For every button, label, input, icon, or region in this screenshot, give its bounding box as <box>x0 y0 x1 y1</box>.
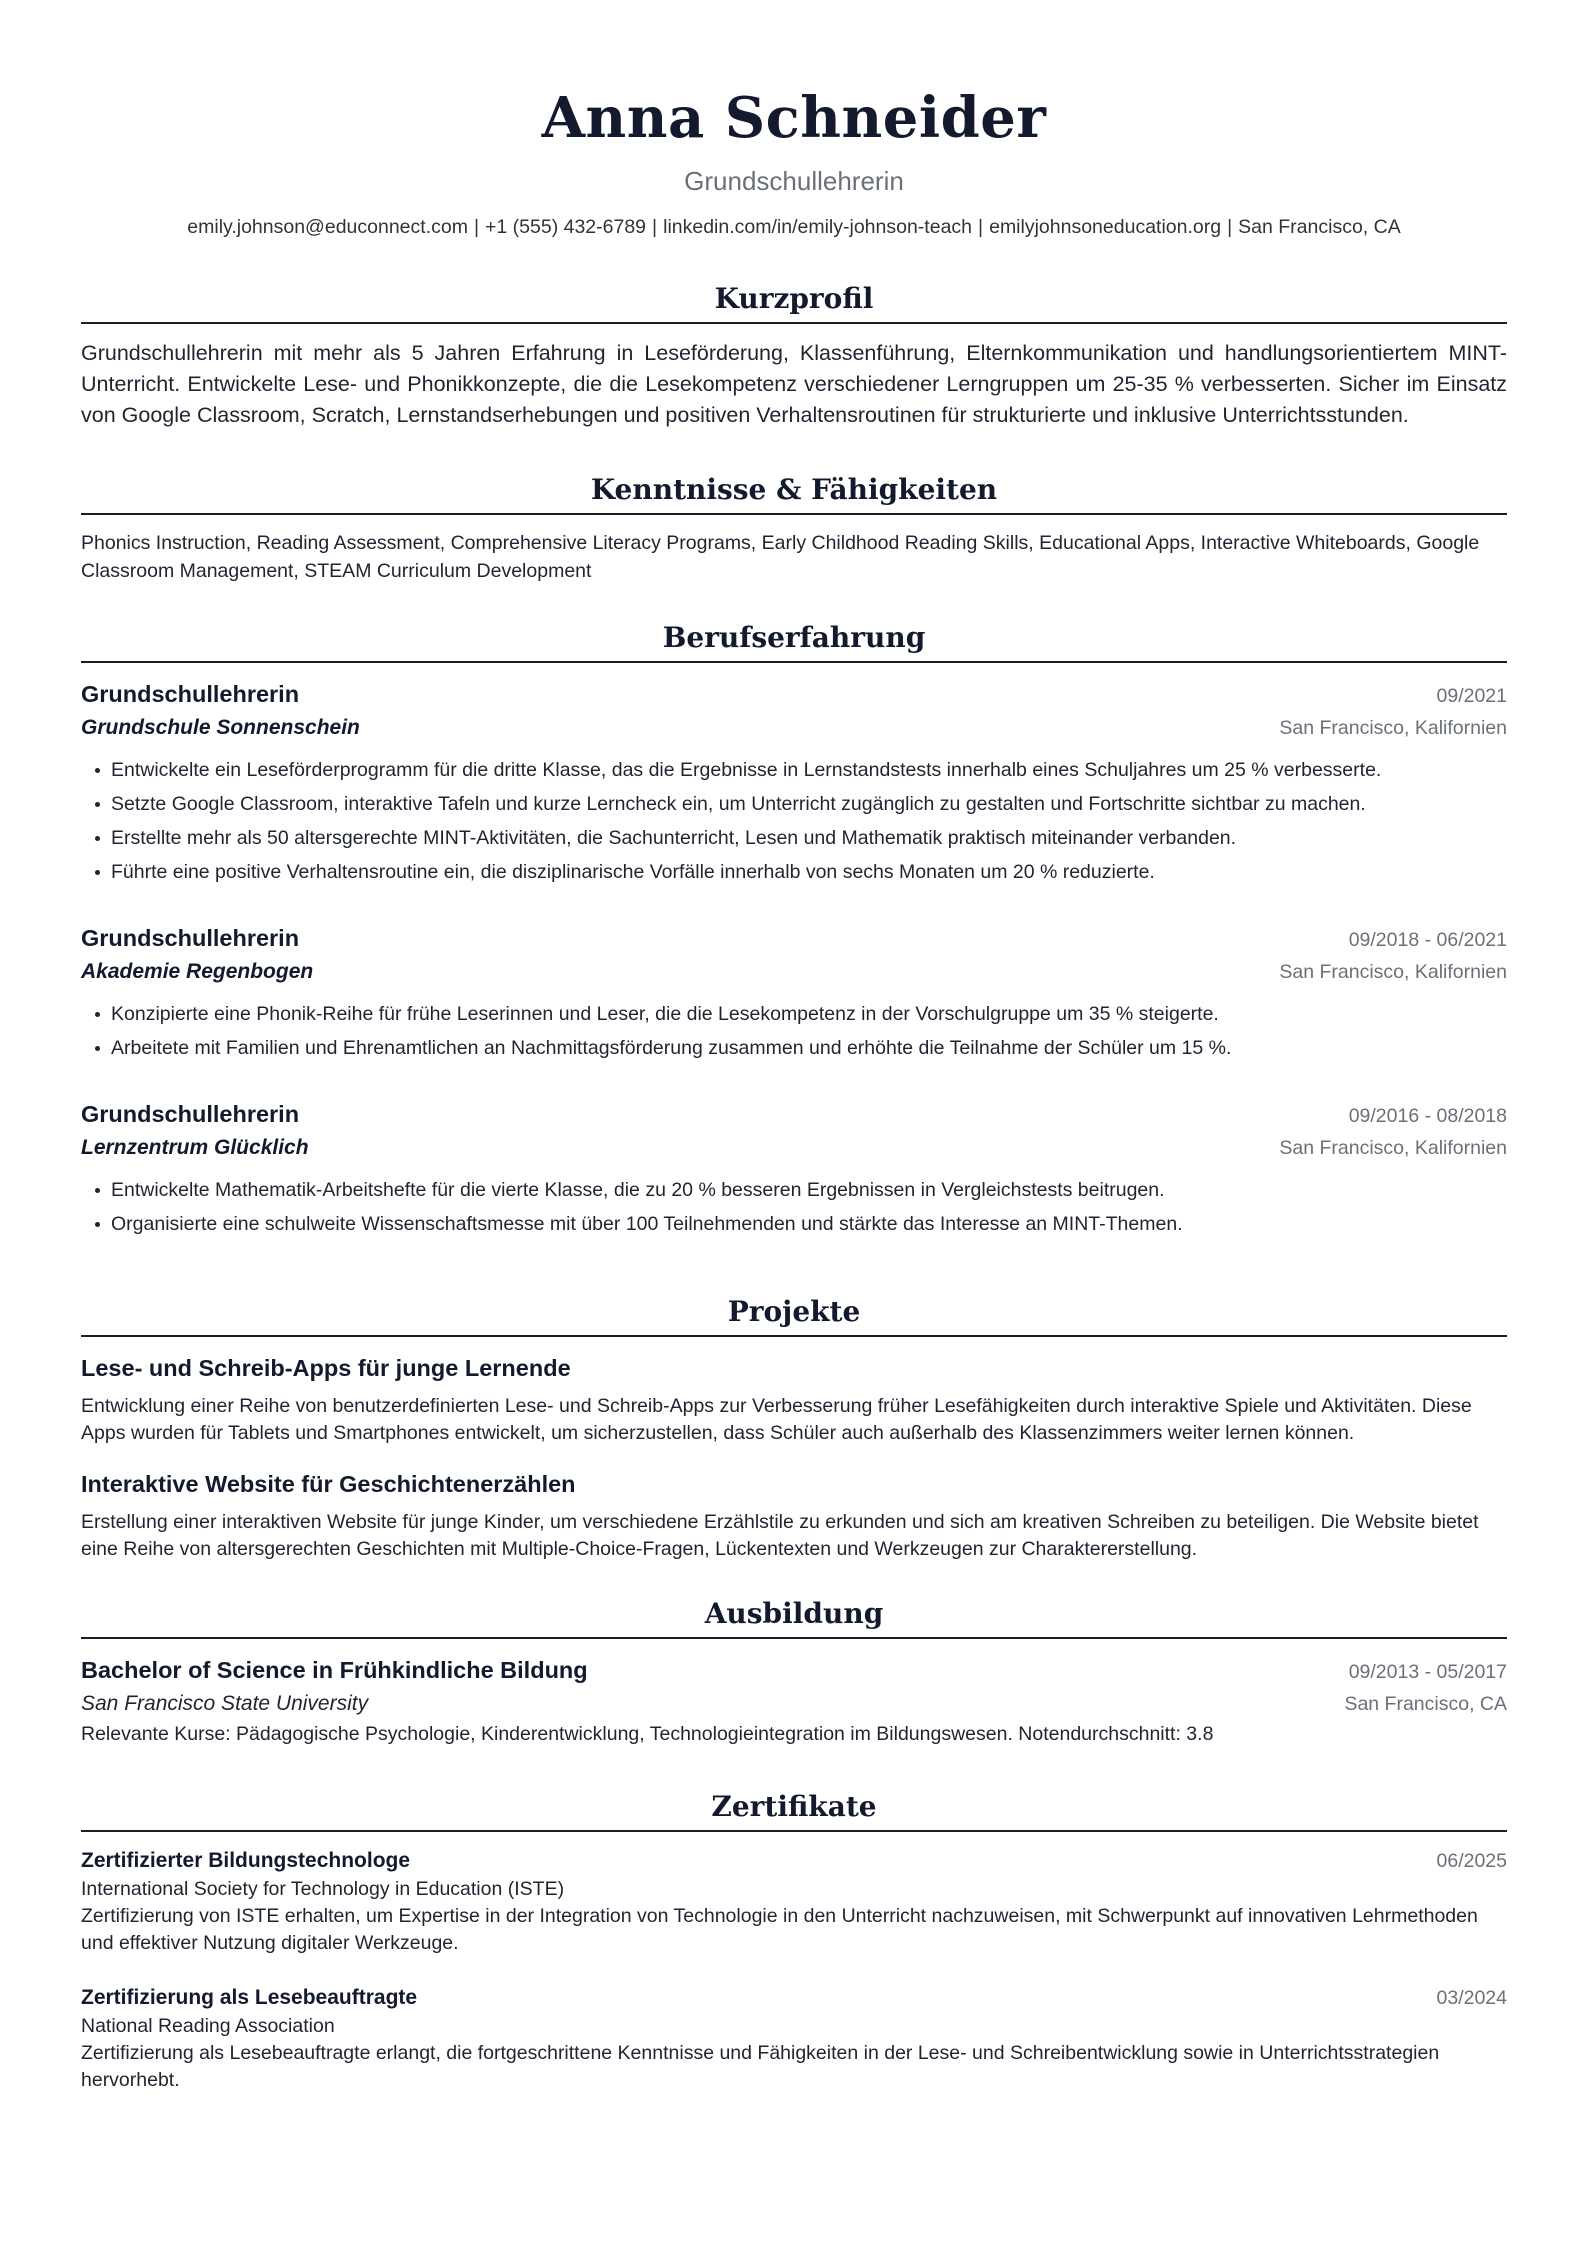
skills-section <box>81 471 1507 585</box>
job-location: San Francisco, Kalifornien <box>1279 717 1507 739</box>
education-degree: Bachelor of Science in Frühkindliche Bildung <box>81 1657 588 1683</box>
job-bullet: Erstellte mehr als 50 altersgerechte MINT-Aktivitäten, die Sachunterricht, Lesen und Mathematik praktisch miteinander verbanden. <box>95 821 1507 855</box>
profile-text: Grundschullehrerin mit mehr als 5 Jahren Erfahrung in Leseförderung, Klassenführung, Elternkommunikation und handlungsorientiertem MINT-Unterricht. Entwickelte Lese- und Phonikkonzepte, die die Lesekompetenz verschiedener Lerngruppen um 25-35 % verbesserten. Sicher im Einsatz von Google Classroom, Scratch, Lernstandserhebungen und positiven Verhaltensroutinen für strukturierte und inklusive Unterrichtsstunden. <box>81 341 1507 427</box>
job-bullet: Organisierte eine schulweite Wissenschaftsmesse mit über 100 Teilnehmenden und stärkte das Interesse an MINT-Themen. <box>95 1207 1507 1241</box>
job-bullets <box>81 1173 1507 1241</box>
education-details: Relevante Kurse: Pädagogische Psychologie, Kinderentwicklung, Technologieintegration im Bildungswesen. Notendurchschnitt: 3.8 <box>81 1723 1214 1745</box>
job-bullet: Entwickelte Mathematik-Arbeitshefte für die vierte Klasse, die zu 20 % besseren Ergebnissen in Vergleichstests beitrugen. <box>95 1173 1507 1207</box>
job-bullets <box>81 753 1507 889</box>
job-company: Lernzentrum Glücklich <box>81 1136 309 1159</box>
job-entry <box>81 1097 1507 1241</box>
project-title: Interaktive Website für Geschichtenerzählen <box>81 1471 576 1497</box>
certificate-date: 03/2024 <box>1436 1987 1507 2009</box>
job-date: 09/2016 - 08/2018 <box>1348 1105 1507 1127</box>
section-title-profile: Kurzprofil <box>81 280 1507 324</box>
certificate-entry <box>81 1846 1507 1957</box>
certificate-description: Zertifizierung von ISTE erhalten, um Expertise in der Integration von Technologie in den Unterricht nachzuweisen, mit Schwerpunkt auf innovativen Lehrmethoden und effektiver Nutzung digitaler Werkzeuge. <box>81 1905 1478 1954</box>
job-entry <box>81 677 1507 889</box>
job-location: San Francisco, Kalifornien <box>1279 1137 1507 1159</box>
certificate-description: Zertifizierung als Lesebeauftragte erlangt, die fortgeschrittene Kenntnisse und Fähigkeiten in der Lese- und Schreibentwicklung sowie in Unterrichtsstrategien hervorhebt. <box>81 2042 1440 2091</box>
contact-line <box>81 214 1507 240</box>
contact-phone[interactable]: +1 (555) 432-6789 <box>485 216 647 238</box>
section-title-certificates: Zertifikate <box>81 1788 1507 1832</box>
contact-location: San Francisco, CA <box>1238 216 1401 238</box>
job-bullet: Führte eine positive Verhaltensroutine ein, die disziplinarische Vorfälle innerhalb von sechs Monaten um 20 % reduzierte. <box>95 855 1507 889</box>
candidate-name: Anna Schneider <box>541 85 1047 151</box>
project-entry <box>81 1351 1507 1447</box>
section-title-projects: Projekte <box>81 1293 1507 1337</box>
education-section <box>81 1595 1507 1748</box>
project-entry <box>81 1467 1507 1563</box>
project-description: Erstellung einer interaktiven Website für junge Kinder, um verschiedene Erzählstile zu erkunden und sich am kreativen Schreiben zu beteiligen. Die Website bietet eine Reihe von altersgerechten Geschichten mit Multiple-Choice-Fragen, Lückentexten und Werkzeugen zur Charaktererstellung. <box>81 1511 1479 1560</box>
profile-section <box>81 280 1507 431</box>
projects-section <box>81 1293 1507 1563</box>
contact-separator: | <box>473 216 480 238</box>
education-date: 09/2013 - 05/2017 <box>1348 1661 1507 1683</box>
project-description: Entwicklung einer Reihe von benutzerdefinierten Lese- und Schreib-Apps zur Verbesserung früher Lesefähigkeiten durch interaktive Spiele und Aktivitäten. Diese Apps wurden für Tablets und Smartphones entwickelt, um sicherzustellen, dass Schüler auch außerhalb des Klassenzimmers weiter lernen können. <box>81 1395 1472 1444</box>
certificates-section <box>81 1788 1507 2094</box>
contact-email[interactable]: emily.johnson@educonnect.com <box>187 216 468 238</box>
job-bullet: Konzipierte eine Phonik-Reihe für frühe Leserinnen und Leser, die die Lesekompetenz in der Vorschulgruppe um 35 % steigerte. <box>95 997 1507 1031</box>
job-title: Grundschullehrerin <box>81 681 300 707</box>
certificate-date: 06/2025 <box>1436 1850 1507 1872</box>
contact-separator: | <box>1227 216 1233 238</box>
job-company: Akademie Regenbogen <box>81 960 314 983</box>
resume-header <box>81 82 1507 240</box>
contact-website[interactable]: emilyjohnsoneducation.org <box>989 216 1222 238</box>
experience-section <box>81 619 1507 1241</box>
job-bullet: Entwickelte ein Leseförderprogramm für die dritte Klasse, das die Ergebnisse in Lernstandstests innerhalb eines Schuljahres um 25 % verbesserte. <box>95 753 1507 787</box>
certificate-issuer: National Reading Association <box>81 2015 335 2037</box>
section-title-skills: Kenntnisse & Fähigkeiten <box>81 471 1507 515</box>
job-title: Grundschullehrerin <box>81 925 300 951</box>
job-title: Grundschullehrerin <box>81 1101 300 1127</box>
job-date: 09/2021 <box>1436 685 1507 707</box>
skills-text: Phonics Instruction, Reading Assessment, Comprehensive Literacy Programs, Early Childhood Reading Skills, Educational Apps, Interactive Whiteboards, Google Classroom Management, STEAM Curriculum Development <box>81 532 1480 582</box>
job-entry <box>81 921 1507 1065</box>
contact-separator: | <box>652 216 658 238</box>
education-location: San Francisco, CA <box>1344 1693 1507 1715</box>
certificate-issuer: International Society for Technology in Education (ISTE) <box>81 1878 565 1900</box>
candidate-role: Grundschullehrerin <box>684 166 904 196</box>
education-school: San Francisco State University <box>81 1692 369 1715</box>
section-title-experience: Berufserfahrung <box>81 619 1507 663</box>
certificate-title: Zertifizierter Bildungstechnologe <box>81 1849 411 1872</box>
job-bullet: Arbeitete mit Familien und Ehrenamtlichen an Nachmittagsförderung zusammen und erhöhte die Teilnahme der Schüler um 15 %. <box>95 1031 1507 1065</box>
certificate-title: Zertifizierung als Lesebeauftragte <box>81 1986 418 2009</box>
job-date: 09/2018 - 06/2021 <box>1348 929 1507 951</box>
job-company: Grundschule Sonnenschein <box>81 716 360 739</box>
certificate-entry <box>81 1983 1507 2094</box>
project-title: Lese- und Schreib-Apps für junge Lernende <box>81 1355 571 1381</box>
contact-linkedin[interactable]: linkedin.com/in/emily-johnson-teach <box>663 216 973 238</box>
job-bullets <box>81 997 1507 1065</box>
section-title-education: Ausbildung <box>81 1595 1507 1639</box>
job-location: San Francisco, Kalifornien <box>1279 961 1507 983</box>
contact-separator: | <box>978 216 984 238</box>
job-bullet: Setzte Google Classroom, interaktive Tafeln und kurze Lerncheck ein, um Unterricht zugänglich zu gestalten und Fortschritte sichtbar zu machen. <box>95 787 1507 821</box>
